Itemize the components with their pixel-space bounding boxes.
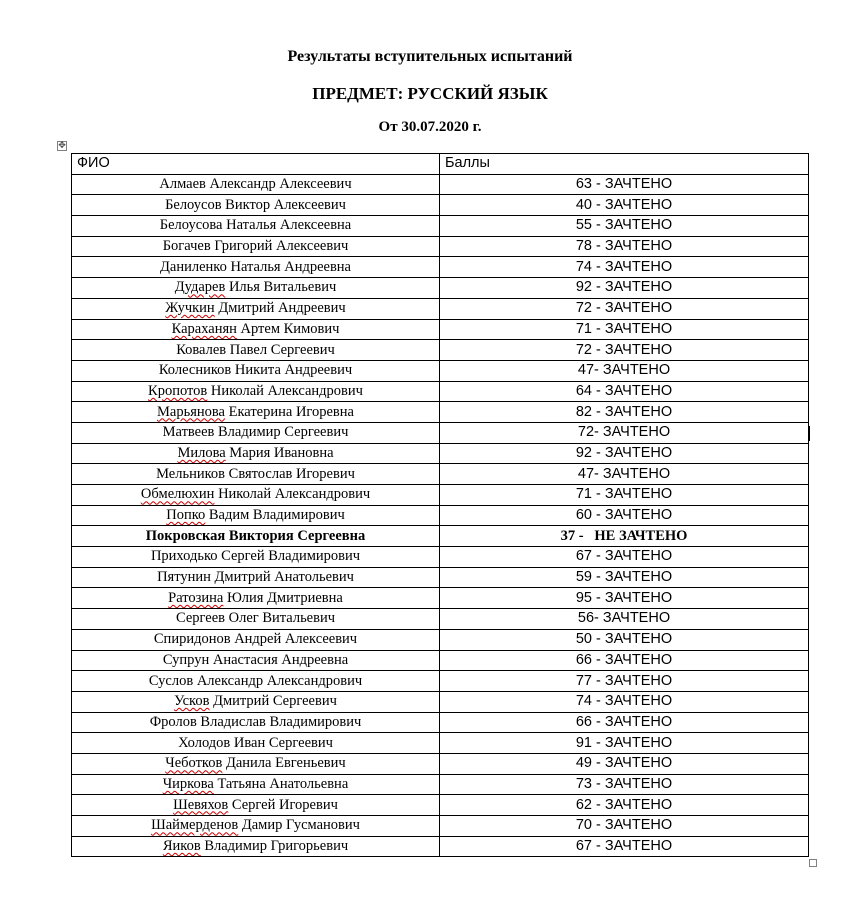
score-cell: 78 - ЗАЧТЕНО — [440, 236, 809, 257]
student-given-names: Виктория Сергеевна — [225, 527, 366, 544]
student-surname: Спиридонов — [153, 631, 231, 648]
student-given-names: Дмитрий Андреевич — [214, 300, 346, 317]
table-row — [72, 174, 809, 195]
student-name-cell — [72, 753, 440, 774]
table-row — [72, 691, 809, 712]
student-surname: Ратозина — [168, 589, 224, 606]
score-cell: 74 - ЗАЧТЕНО — [440, 257, 809, 278]
student-name-cell — [72, 691, 440, 712]
table-row — [72, 278, 809, 299]
student-surname: Усков — [174, 693, 210, 710]
student-given-names: Артем Кимович — [236, 320, 340, 337]
student-given-names: Виктор Алексеевич — [221, 196, 346, 213]
table-resize-handle[interactable] — [809, 859, 817, 867]
student-name-cell — [72, 340, 440, 361]
student-surname: Даниленко — [160, 258, 227, 275]
student-given-names: Владимир Григорьевич — [200, 838, 349, 855]
score-cell: 74 - ЗАЧТЕНО — [440, 691, 809, 712]
student-surname: Пятунин — [157, 569, 211, 586]
score-cell: 72 - ЗАЧТЕНО — [440, 340, 809, 361]
student-name-cell — [72, 360, 440, 381]
table-row — [72, 381, 809, 402]
score-cell: 47- ЗАЧТЕНО — [440, 360, 809, 381]
student-name-cell — [72, 505, 440, 526]
date-heading: От 30.07.2020 г. — [378, 119, 482, 135]
student-name-cell — [72, 402, 440, 423]
table-row — [72, 340, 809, 361]
score-cell: 82 - ЗАЧТЕНО — [440, 402, 809, 423]
student-surname: Дударев — [174, 279, 226, 296]
student-surname: Матвеев — [162, 424, 215, 441]
table-row — [72, 464, 809, 485]
score-cell: 55 - ЗАЧТЕНО — [440, 216, 809, 237]
student-name-cell — [72, 547, 440, 568]
score-cell: 71 - ЗАЧТЕНО — [440, 485, 809, 506]
subject-heading: ПРЕДМЕТ: РУССКИЙ ЯЗЫК — [312, 84, 548, 103]
table-row — [72, 671, 809, 692]
student-surname: Караханян — [171, 320, 237, 337]
score-cell: 40 - ЗАЧТЕНО — [440, 195, 809, 216]
score-cell: 73 - ЗАЧТЕНО — [440, 774, 809, 795]
score-cell: 50 - ЗАЧТЕНО — [440, 629, 809, 650]
student-name-cell — [72, 733, 440, 754]
student-name-cell — [72, 650, 440, 671]
table-row — [72, 609, 809, 630]
table-row — [72, 319, 809, 340]
student-name-cell — [72, 216, 440, 237]
student-surname: Шаймерденов — [151, 817, 239, 834]
student-surname: Шевяхов — [173, 796, 229, 813]
table-row — [72, 216, 809, 237]
student-given-names: Екатерина Игоревна — [224, 403, 354, 420]
student-surname: Холодов — [178, 734, 231, 751]
score-cell: 92 - ЗАЧТЕНО — [440, 278, 809, 299]
student-given-names: Владимир Сергеевич — [214, 424, 349, 441]
student-surname: Приходько — [150, 548, 218, 565]
table-row — [72, 650, 809, 671]
table-row — [72, 753, 809, 774]
student-surname: Алмаев — [159, 176, 206, 193]
results-table — [71, 153, 809, 857]
student-given-names: Александр Александрович — [193, 672, 363, 689]
student-given-names: Владислав Владимирович — [196, 713, 362, 730]
student-name-cell — [72, 795, 440, 816]
student-name-cell — [72, 485, 440, 506]
score-cell: 72- ЗАЧТЕНО — [440, 422, 809, 443]
score-cell: 91 - ЗАЧТЕНО — [440, 733, 809, 754]
score-cell: 71 - ЗАЧТЕНО — [440, 319, 809, 340]
student-name-cell — [72, 671, 440, 692]
student-given-names: Александр Алексеевич — [205, 176, 352, 193]
table-row — [72, 836, 809, 857]
student-given-names: Григорий Алексеевич — [210, 238, 349, 255]
student-name-cell — [72, 464, 440, 485]
header-fio: ФИО — [72, 154, 440, 175]
student-surname: Чиркова — [162, 775, 214, 792]
student-name-cell — [72, 774, 440, 795]
table-row — [72, 816, 809, 837]
student-given-names: Илья Витальевич — [225, 279, 337, 296]
table-row — [72, 257, 809, 278]
student-given-names: Вадим Владимирович — [205, 507, 345, 524]
student-given-names: Никита Андреевич — [231, 362, 353, 379]
student-name-cell — [72, 816, 440, 837]
document-title: Результаты вступительных испытаний — [287, 48, 573, 65]
student-surname: Супрун — [162, 651, 210, 668]
student-surname: Попко — [166, 507, 206, 524]
student-name-cell — [72, 381, 440, 402]
score-cell: 37 - НЕ ЗАЧТЕНО — [440, 526, 809, 547]
score-cell: 66 - ЗАЧТЕНО — [440, 712, 809, 733]
table-header-row — [72, 154, 809, 175]
student-surname: Милова — [177, 444, 226, 461]
student-given-names: Наталья Алексеевна — [222, 217, 352, 234]
student-name-cell — [72, 422, 440, 443]
student-given-names: Татьяна Анатольевна — [213, 775, 349, 792]
table-row — [72, 298, 809, 319]
table-row — [72, 485, 809, 506]
score-cell: 67 - ЗАЧТЕНО — [440, 547, 809, 568]
header-score: Баллы — [440, 154, 809, 175]
student-given-names: Мария Ивановна — [225, 444, 334, 461]
table-row — [72, 547, 809, 568]
score-cell: 47- ЗАЧТЕНО — [440, 464, 809, 485]
student-given-names: Дамир Гусманович — [238, 817, 360, 834]
student-surname: Белоусов — [165, 196, 222, 213]
table-row — [72, 195, 809, 216]
score-cell: 56- ЗАЧТЕНО — [440, 609, 809, 630]
student-surname: Чеботков — [165, 755, 223, 772]
student-surname: Белоусова — [159, 217, 223, 234]
student-surname: Кропотов — [148, 382, 208, 399]
student-name-cell — [72, 319, 440, 340]
score-cell: 77 - ЗАЧТЕНО — [440, 671, 809, 692]
score-cell: 60 - ЗАЧТЕНО — [440, 505, 809, 526]
score-cell: 70 - ЗАЧТЕНО — [440, 816, 809, 837]
student-given-names: Олег Витальевич — [224, 610, 336, 627]
student-given-names: Андрей Алексеевич — [230, 631, 358, 648]
table-row — [72, 422, 809, 443]
student-given-names: Павел Сергеевич — [226, 341, 335, 358]
student-surname: Богачев — [162, 238, 211, 255]
table-row — [72, 795, 809, 816]
student-surname: Колесников — [158, 362, 232, 379]
student-name-cell — [72, 278, 440, 299]
student-surname: Жучкин — [165, 300, 215, 317]
student-surname: Ковалев — [176, 341, 227, 358]
table-row — [72, 526, 809, 547]
table-row — [72, 588, 809, 609]
score-cell: 66 - ЗАЧТЕНО — [440, 650, 809, 671]
student-given-names: Сергей Игоревич — [228, 796, 338, 813]
student-name-cell — [72, 236, 440, 257]
student-surname: Суслов — [148, 672, 194, 689]
student-surname: Обмелюхин — [140, 486, 215, 503]
score-cell: 49 - ЗАЧТЕНО — [440, 753, 809, 774]
student-name-cell — [72, 195, 440, 216]
student-given-names: Наталья Андреевна — [226, 258, 351, 275]
table-row — [72, 733, 809, 754]
student-name-cell — [72, 609, 440, 630]
student-name-cell — [72, 174, 440, 195]
student-name-cell — [72, 567, 440, 588]
table-row — [72, 360, 809, 381]
student-name-cell — [72, 836, 440, 857]
student-given-names: Анастасия Андреевна — [209, 651, 349, 668]
student-name-cell — [72, 298, 440, 319]
table-row — [72, 567, 809, 588]
student-surname: Марьянова — [157, 403, 225, 420]
table-row — [72, 774, 809, 795]
student-name-cell — [72, 629, 440, 650]
student-given-names: Святослав Игоревич — [225, 465, 355, 482]
student-given-names: Иван Сергеевич — [230, 734, 333, 751]
student-name-cell — [72, 712, 440, 733]
student-surname: Яиков — [162, 838, 201, 855]
student-given-names: Дмитрий Сергеевич — [209, 693, 337, 710]
score-cell: 64 - ЗАЧТЕНО — [440, 381, 809, 402]
score-cell: 63 - ЗАЧТЕНО — [440, 174, 809, 195]
student-given-names: Юлия Дмитриевна — [223, 589, 343, 606]
student-surname: Фролов — [149, 713, 197, 730]
student-given-names: Дмитрий Анатольевич — [210, 569, 354, 586]
score-cell: 67 - ЗАЧТЕНО — [440, 836, 809, 857]
student-name-cell — [72, 526, 440, 547]
student-given-names: Николай Александрович — [207, 382, 363, 399]
student-given-names: Сергей Владимирович — [217, 548, 361, 565]
table-move-handle-icon[interactable]: ✥ — [58, 141, 66, 151]
table-row — [72, 443, 809, 464]
student-surname: Покровская — [145, 527, 226, 544]
student-surname: Мельников — [156, 465, 226, 482]
table-row — [72, 236, 809, 257]
student-given-names: Николай Александрович — [214, 486, 371, 503]
student-surname: Сергеев — [175, 610, 225, 627]
student-name-cell — [72, 443, 440, 464]
student-given-names: Данила Евгеньевич — [222, 755, 346, 772]
score-cell: 92 - ЗАЧТЕНО — [440, 443, 809, 464]
student-name-cell — [72, 588, 440, 609]
student-name-cell — [72, 257, 440, 278]
table-row — [72, 629, 809, 650]
score-cell: 62 - ЗАЧТЕНО — [440, 795, 809, 816]
table-row — [72, 402, 809, 423]
text-cursor — [809, 426, 810, 441]
table-row — [72, 712, 809, 733]
table-row — [72, 505, 809, 526]
score-cell: 72 - ЗАЧТЕНО — [440, 298, 809, 319]
score-cell: 95 - ЗАЧТЕНО — [440, 588, 809, 609]
score-cell: 59 - ЗАЧТЕНО — [440, 567, 809, 588]
